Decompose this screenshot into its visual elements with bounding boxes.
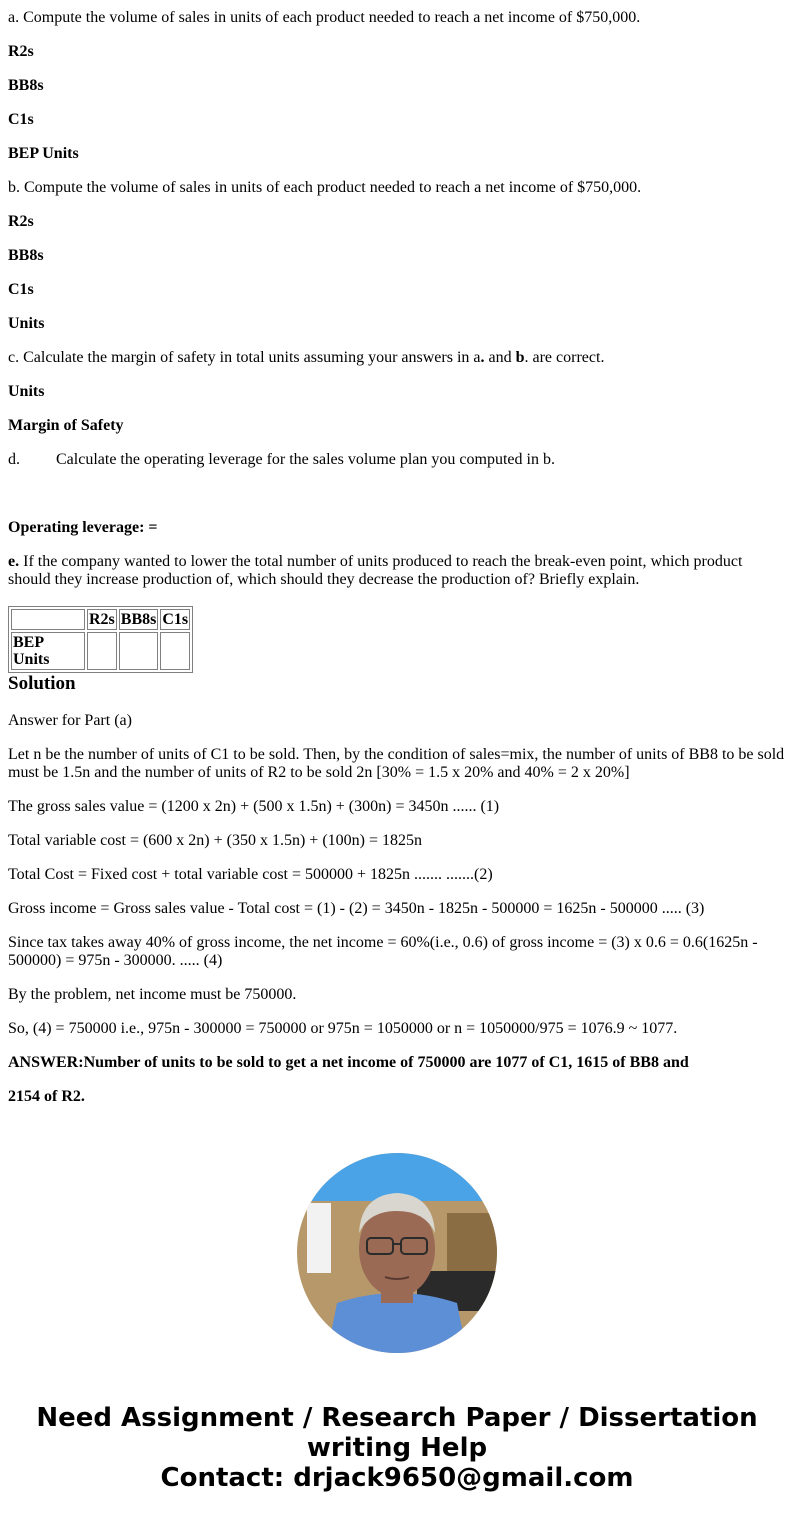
solution-paragraph: Let n be the number of units of C1 to be sold. Then, by the condition of sales=mix, the number of units of BB8 to be sold must be 1.5n and the number of units of R2 to be sold 2n [30% = 1.5 x 20% and 40% = 2 x 20%] xyxy=(8,746,785,781)
table-header-row xyxy=(11,609,190,630)
question-d-prompt xyxy=(8,451,786,469)
solution-paragraph: Since tax takes away 40% of gross income, the net income = 60%(i.e., 0.6) of gross income = (3) x 0.6 = 0.6(1625n - 500000) = 975n - 300000. ..... (4) xyxy=(8,934,758,969)
avatar xyxy=(297,1153,497,1353)
footer-line: writing Help xyxy=(306,1433,488,1463)
footer-line: Need Assignment / Research Paper / Dissertation xyxy=(36,1403,758,1433)
question-e-text: If the company wanted to lower the total number of units produced to reach the break-even point, which product should they increase production of, which should they decrease the production of? Briefly explain. xyxy=(8,553,743,588)
label-margin-of-safety: Margin of Safety xyxy=(8,417,124,434)
question-b-prompt: b. Compute the volume of sales in units of each product needed to reach a net income of $750,000. xyxy=(8,179,642,196)
solution-answer: 2154 of R2. xyxy=(8,1088,85,1105)
table-row-label: BEP Units xyxy=(11,632,85,670)
solution-heading: Solution xyxy=(8,673,76,694)
question-c-b: b xyxy=(515,349,525,366)
label-c1s: C1s xyxy=(8,111,34,128)
label-units: Units xyxy=(8,315,45,332)
table-header-cell: R2s xyxy=(89,611,115,628)
footer-banner xyxy=(0,1403,794,1493)
label-r2s: R2s xyxy=(8,213,34,230)
footer-contact: Contact: drjack9650@gmail.com xyxy=(160,1463,634,1493)
table-cell xyxy=(119,632,159,670)
label-c1s: C1s xyxy=(8,281,34,298)
question-d-text: Calculate the operating leverage for the sales volume plan you computed in b. xyxy=(56,451,555,468)
question-c-prompt xyxy=(8,349,786,367)
bep-table xyxy=(8,606,193,673)
question-c-end: . are correct. xyxy=(524,349,605,366)
solution-part-a: Answer for Part (a) xyxy=(8,712,132,729)
table-header-cell xyxy=(11,609,85,630)
solution-answer: ANSWER:Number of units to be sold to get a net income of 750000 are 1077 of C1, 1615 of BB8 and xyxy=(8,1054,689,1071)
question-c-text: c. Calculate the margin of safety in total units assuming your answers in a xyxy=(8,349,481,366)
label-units: Units xyxy=(8,383,45,400)
portrait-photo xyxy=(297,1153,497,1353)
question-c-dot: . xyxy=(480,349,485,366)
label-bb8s: BB8s xyxy=(8,247,44,264)
table-header-cell: C1s xyxy=(162,611,189,628)
solution-paragraph: The gross sales value = (1200 x 2n) + (500 x 1.5n) + (300n) = 3450n ...... (1) xyxy=(8,798,500,815)
question-e-prompt xyxy=(8,553,786,589)
question-e-letter: e. xyxy=(8,553,20,570)
question-d-letter: d. xyxy=(8,451,20,468)
question-a-prompt: a. Compute the volume of sales in units of each product needed to reach a net income of $750,000. xyxy=(8,9,641,26)
solution-paragraph: So, (4) = 750000 i.e., 975n - 300000 = 750000 or 975n = 1050000 or n = 1050000/975 = 1076.9 ~ 1077. xyxy=(8,1020,678,1037)
table-row xyxy=(11,632,190,670)
question-c-and: and xyxy=(484,349,516,366)
table-header-cell: BB8s xyxy=(120,611,157,628)
light-switch-panel xyxy=(307,1203,331,1273)
label-r2s: R2s xyxy=(8,43,34,60)
table-cell xyxy=(160,632,190,670)
solution-paragraph: Total variable cost = (600 x 2n) + (350 x 1.5n) + (100n) = 1825n xyxy=(8,832,423,849)
label-operating-leverage: Operating leverage: = xyxy=(8,519,158,536)
solution-paragraph: Total Cost = Fixed cost + total variable cost = 500000 + 1825n ....... .......(2) xyxy=(8,866,493,883)
solution-paragraph: By the problem, net income must be 750000. xyxy=(8,986,297,1003)
label-bb8s: BB8s xyxy=(8,77,44,94)
solution-paragraph: Gross income = Gross sales value - Total cost = (1) - (2) = 3450n - 1825n - 500000 = 1625n - 500000 ..... (3) xyxy=(8,900,705,917)
label-bep-units: BEP Units xyxy=(8,145,79,162)
table-cell xyxy=(87,632,117,670)
